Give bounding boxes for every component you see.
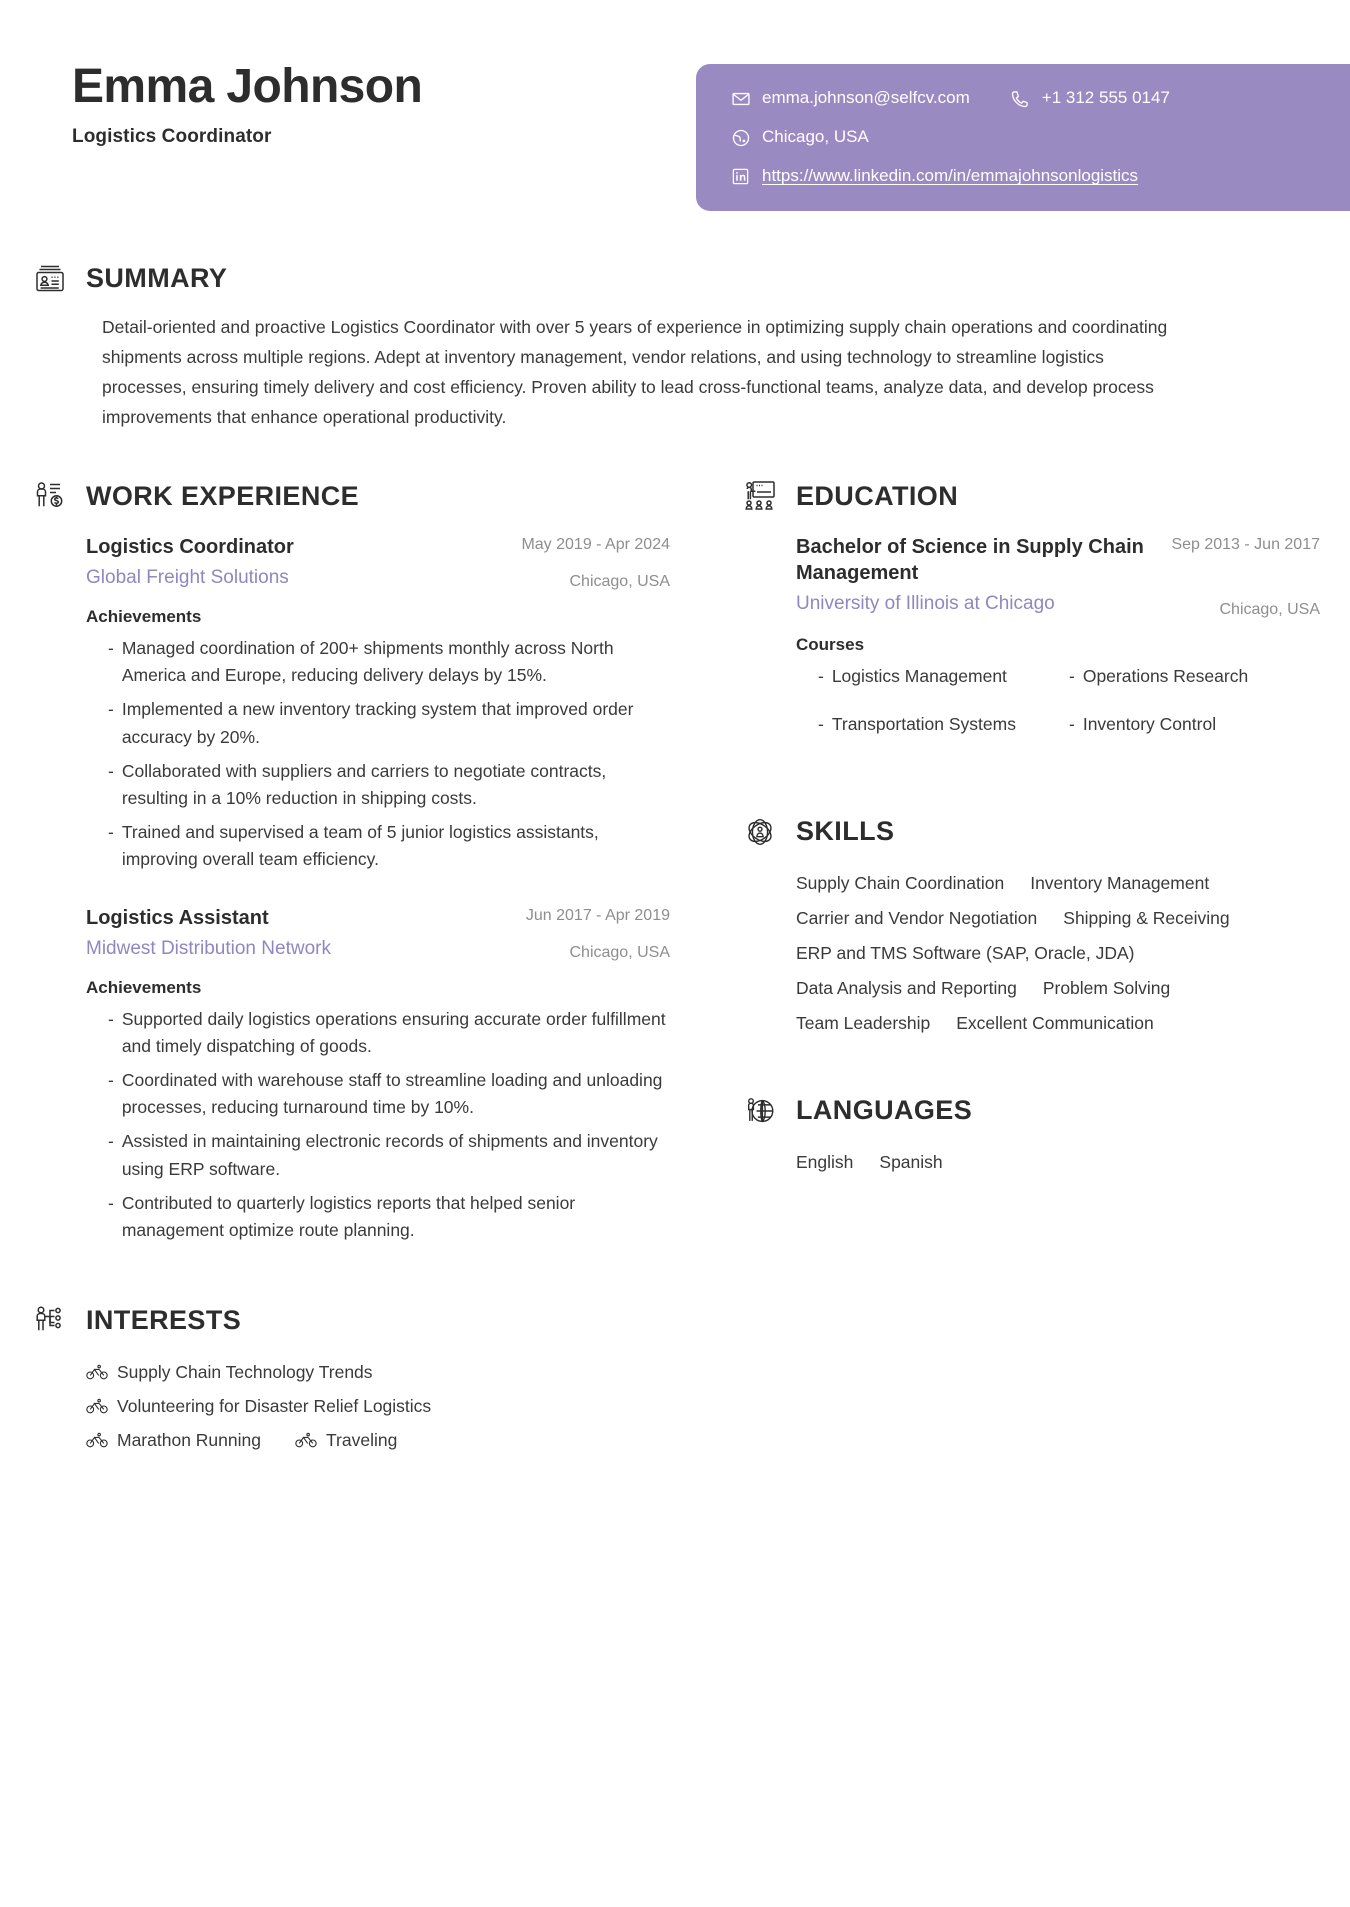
- achievements-list: [86, 1006, 670, 1244]
- summary-section-header: [30, 258, 1278, 298]
- work-experience-section-title: WORK EXPERIENCE: [86, 480, 360, 511]
- interest-text: Volunteering for Disaster Relief Logistics: [117, 1396, 432, 1417]
- achievements-label: Achievements: [86, 977, 202, 997]
- contact-row-2: [730, 127, 1350, 148]
- interests-list: [30, 1355, 1320, 1457]
- achievements-list: [86, 635, 670, 873]
- work-entry-company: Midwest Distribution Network: [86, 938, 331, 960]
- work-entry-role: Logistics Assistant: [86, 907, 269, 930]
- bullet-dash: -: [108, 1070, 114, 1091]
- interest-item: [86, 1389, 1320, 1423]
- education-location: Chicago, USA: [1219, 600, 1320, 618]
- resume-body: [0, 476, 1350, 1251]
- course-item: [1069, 663, 1320, 689]
- achievement-item: [108, 1067, 670, 1121]
- education-entry-left: [796, 534, 1157, 617]
- linkedin-icon: [730, 166, 751, 187]
- interests-section-title: INTERESTS: [86, 1305, 242, 1336]
- education-section: [740, 476, 1320, 759]
- education-date: Sep 2013 - Jun 2017: [1171, 536, 1320, 554]
- person-salary-icon: [30, 476, 70, 516]
- skill-item: Supply Chain Coordination: [796, 872, 1005, 893]
- work-entry-role: Logistics Coordinator: [86, 536, 294, 559]
- work-entry-header: [86, 905, 670, 964]
- bullet-dash: -: [818, 714, 824, 735]
- contact-linkedin-text: https://www.linkedin.com/in/emmajohnsonlogistics: [762, 166, 1139, 186]
- interest-item: [86, 1355, 1320, 1389]
- skill-item: Problem Solving: [1042, 977, 1171, 998]
- interest-text: Traveling: [325, 1430, 398, 1451]
- course-item: [1069, 711, 1320, 737]
- bullet-dash: -: [108, 821, 114, 842]
- achievement-item: [108, 758, 670, 812]
- work-entry-left: [86, 905, 512, 962]
- bicycle-icon: [295, 1431, 317, 1449]
- course-text: Inventory Control: [1082, 714, 1217, 735]
- bullet-dash: -: [1069, 666, 1075, 687]
- interest-text: Marathon Running: [117, 1430, 261, 1451]
- languages-section-title: LANGUAGES: [796, 1095, 973, 1126]
- skill-item: Data Analysis and Reporting: [796, 977, 1017, 998]
- interests-section: [0, 1301, 1350, 1457]
- courses-label: Courses: [796, 635, 865, 655]
- contact-row-3: [730, 166, 1350, 187]
- contact-email[interactable]: [730, 88, 970, 109]
- education-section-title: EDUCATION: [796, 480, 959, 511]
- achievement-item: [108, 819, 670, 873]
- skills-section-header: [740, 812, 1320, 852]
- work-experience-entries: [30, 534, 670, 1244]
- right-column: [690, 476, 1320, 1251]
- achievement-item: [108, 635, 670, 689]
- course-text: Operations Research: [1082, 666, 1249, 687]
- achievements-label: Achievements: [86, 607, 202, 627]
- education-degree: Bachelor of Science in Supply Chain Management: [796, 536, 1144, 585]
- skill-item: ERP and TMS Software (SAP, Oracle, JDA): [796, 942, 1135, 963]
- bullet-dash: -: [1069, 714, 1075, 735]
- skills-section-title: SKILLS: [796, 816, 895, 847]
- bullet-dash: -: [818, 666, 824, 687]
- envelope-icon: [730, 88, 751, 109]
- skill-item: Carrier and Vendor Negotiation: [796, 907, 1038, 928]
- language-item: English: [796, 1151, 854, 1172]
- contact-linkedin[interactable]: [730, 166, 1138, 187]
- work-entry-left: [86, 534, 507, 591]
- bullet-dash: -: [108, 638, 114, 659]
- interest-item: [86, 1423, 261, 1457]
- achievement-text: Coordinated with warehouse staff to streamline loading and unloading processes, reducing turnaround time by 10%.: [121, 1070, 663, 1118]
- work-experience-section: [30, 476, 670, 1244]
- interest-text: Supply Chain Technology Trends: [117, 1361, 373, 1382]
- work-entry-header: [86, 534, 670, 593]
- candidate-name: Emma Johnson: [72, 60, 423, 113]
- contact-email-text: emma.johnson@selfcv.com: [762, 88, 970, 108]
- achievement-text: Collaborated with suppliers and carriers to negotiate contracts, resulting in a 10% reduction in shipping costs.: [121, 760, 607, 808]
- person-network-icon: [30, 1301, 70, 1341]
- education-institution: University of Illinois at Chicago: [796, 593, 1055, 615]
- skills-list: [740, 866, 1320, 1041]
- work-entry-date: Jun 2017 - Apr 2019: [525, 907, 670, 925]
- bicycle-icon: [86, 1363, 108, 1381]
- interests-section-header: [30, 1301, 1320, 1341]
- bicycle-icon: [86, 1431, 108, 1449]
- skills-inline-list: [796, 866, 1320, 1041]
- skill-item: Excellent Communication: [956, 1012, 1154, 1033]
- work-entry-location: Chicago, USA: [569, 943, 670, 961]
- phone-icon: [1010, 88, 1031, 109]
- languages-section-header: [740, 1091, 1320, 1131]
- contact-location: [730, 127, 869, 148]
- skill-item: Shipping & Receiving: [1063, 907, 1230, 928]
- achievement-text: Managed coordination of 200+ shipments monthly across North America and Europe, reducing delivery delays by 15%.: [121, 638, 614, 686]
- globe-pin-icon: [730, 127, 751, 148]
- achievement-item: [108, 1128, 670, 1182]
- achievement-item: [108, 696, 670, 750]
- contact-phone-text: +1 312 555 0147: [1041, 88, 1170, 108]
- candidate-job-title: Logistics Coordinator: [72, 126, 272, 148]
- contact-info-box: [696, 64, 1350, 211]
- languages-inline-list: [796, 1145, 1320, 1180]
- achievement-text: Implemented a new inventory tracking system that improved order accuracy by 20%.: [121, 699, 634, 747]
- skill-item: Inventory Management: [1030, 872, 1210, 893]
- bullet-dash: -: [108, 760, 114, 781]
- course-text: Transportation Systems: [831, 714, 1016, 735]
- resume-header: [0, 0, 1350, 238]
- summary-section: [0, 258, 1350, 432]
- skill-item: Team Leadership: [796, 1012, 931, 1033]
- education-section-header: [740, 476, 1320, 516]
- language-item: Spanish: [879, 1151, 943, 1172]
- work-entry-location: Chicago, USA: [569, 572, 670, 590]
- bullet-dash: -: [108, 1192, 114, 1213]
- id-card-icon: [30, 258, 70, 298]
- achievement-item: [108, 1190, 670, 1244]
- work-entry-right: [521, 534, 670, 593]
- left-column: [30, 476, 690, 1251]
- contact-phone[interactable]: [1010, 88, 1170, 109]
- bicycle-icon: [86, 1397, 108, 1415]
- course-item: [818, 663, 1069, 689]
- achievement-text: Trained and supervised a team of 5 junior logistics assistants, improving overall team efficiency.: [121, 821, 599, 870]
- interest-item: [295, 1423, 397, 1457]
- languages-section: [740, 1091, 1320, 1180]
- work-entry: [86, 905, 670, 1244]
- work-entry-date: May 2019 - Apr 2024: [521, 536, 670, 554]
- education-entry-header: [796, 534, 1320, 621]
- summary-section-title: SUMMARY: [86, 262, 228, 293]
- contact-location-text: Chicago, USA: [762, 127, 869, 147]
- education-entry-right: [1171, 534, 1320, 621]
- bullet-dash: -: [108, 1008, 114, 1029]
- bullet-dash: -: [108, 699, 114, 720]
- work-entry-company: Global Freight Solutions: [86, 567, 289, 589]
- work-entry-right: [526, 905, 670, 964]
- languages-list: [740, 1145, 1320, 1180]
- education-entries: [740, 534, 1320, 759]
- contact-row-1: [730, 88, 1350, 109]
- skills-section: [740, 812, 1320, 1041]
- course-text: Logistics Management: [831, 666, 1007, 687]
- person-globe-icon: [740, 1091, 780, 1131]
- course-item: [818, 711, 1069, 737]
- work-experience-section-header: [30, 476, 670, 516]
- courses-list: [796, 663, 1320, 760]
- summary-text: Detail-oriented and proactive Logistics Coordinator with over 5 years of experience in optimizing supply chain operations and coordinating shipments across multiple regions. Adept at inventory management, vendor relations, and using technology to streamline logistics processes, ensuring timely delivery and cost efficiency. Proven ability to lead cross-functional teams, analyze data, and develop process improvements that enhance operational productivity.: [102, 317, 1168, 428]
- atom-person-icon: [740, 812, 780, 852]
- achievement-text: Contributed to quarterly logistics reports that helped senior management optimize route planning.: [121, 1192, 576, 1240]
- achievement-item: [108, 1006, 670, 1060]
- name-block: [72, 62, 422, 148]
- work-entry: [86, 534, 670, 873]
- education-entry: [796, 534, 1320, 759]
- achievement-text: Assisted in maintaining electronic records of shipments and inventory using ERP software.: [121, 1131, 658, 1179]
- bullet-dash: -: [108, 1131, 114, 1152]
- achievement-text: Supported daily logistics operations ensuring accurate order fulfillment and timely dispatching of goods.: [121, 1008, 666, 1057]
- classroom-icon: [740, 476, 780, 516]
